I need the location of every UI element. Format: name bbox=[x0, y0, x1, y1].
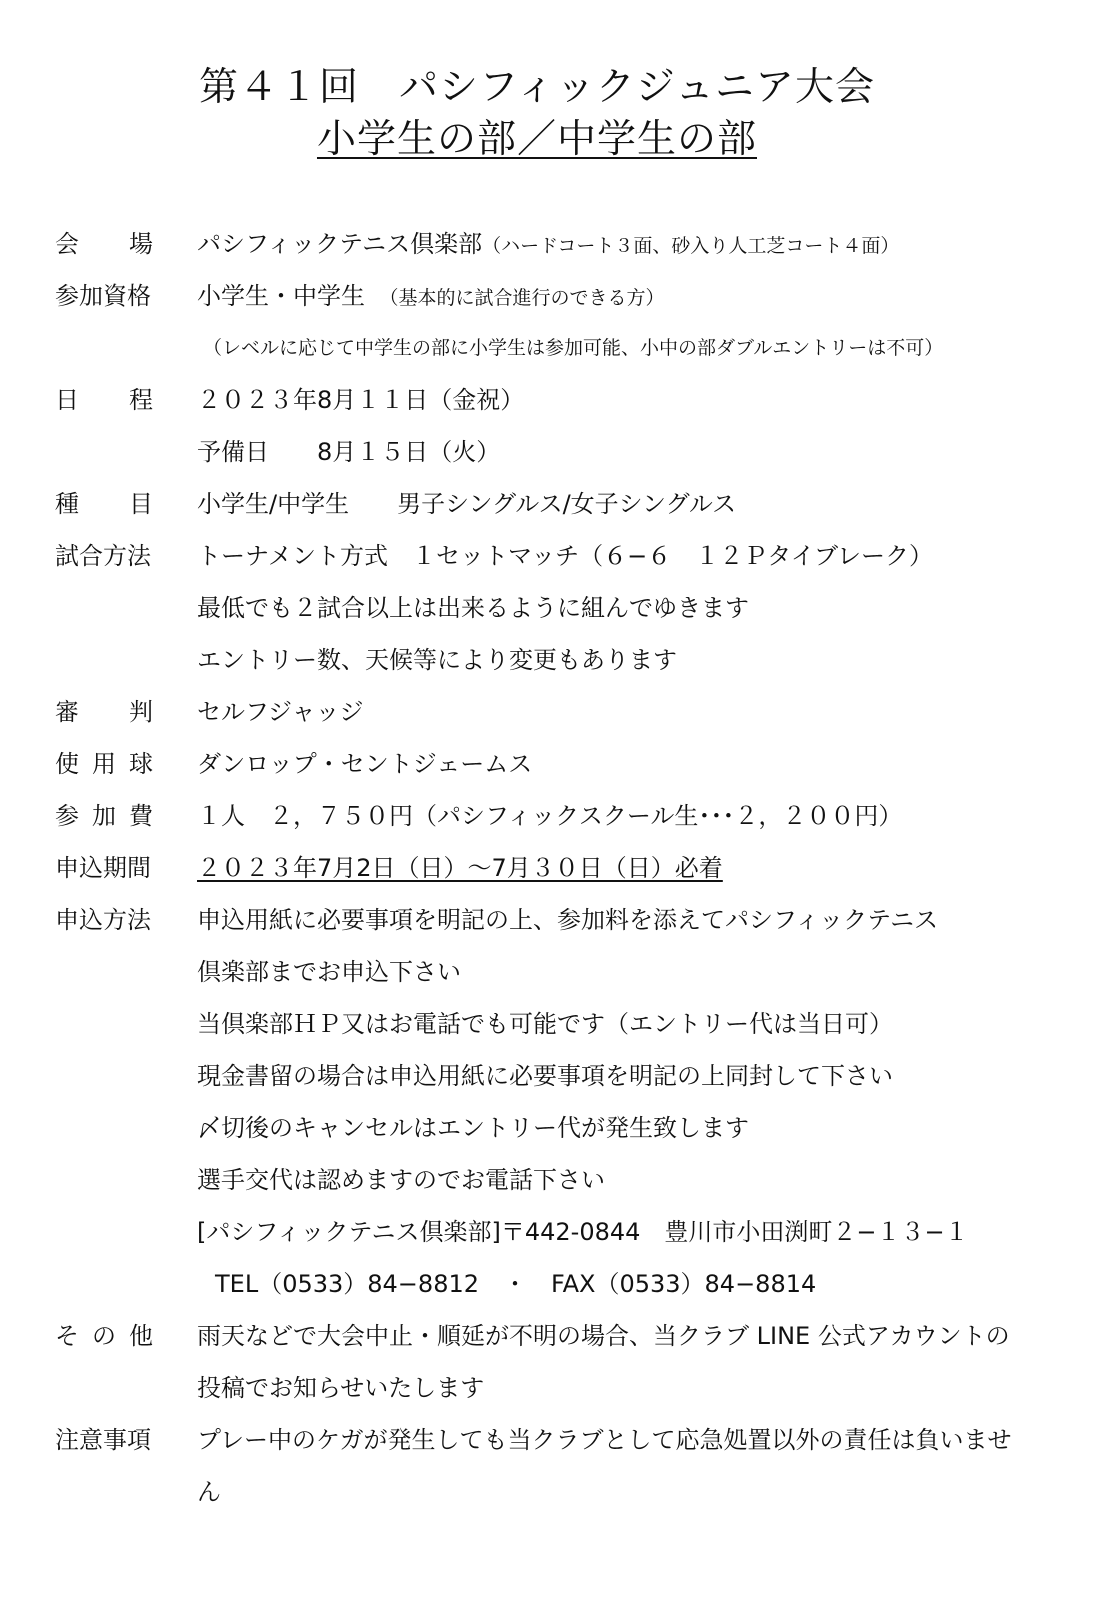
method-line-2: 倶楽部までお申込下さい bbox=[197, 958, 461, 986]
page-title: 第４１回 パシフィックジュニア大会 bbox=[198, 65, 876, 110]
method-line-3: 当倶楽部ＨＰ又はお電話でも可能です（エントリー代は当日可） bbox=[197, 1010, 893, 1038]
events-label: 種 目 bbox=[55, 490, 153, 518]
notes-label: 注意事項 bbox=[55, 1426, 151, 1454]
method-line-5: 〆切後のキャンセルはエントリー代が発生致します bbox=[197, 1114, 749, 1142]
referee-label: 審 判 bbox=[55, 698, 153, 726]
venue-note: （ハードコート３面、砂入り人工芝コート４面） bbox=[482, 235, 900, 257]
referee-value: セルフジャッジ bbox=[197, 698, 364, 726]
venue-value: パシフィックテニス倶楽部（ハードコート３面、砂入り人工芝コート４面） bbox=[197, 230, 900, 258]
page-subtitle: 小学生の部／中学生の部 bbox=[316, 117, 757, 162]
format-line-3: エントリー数、天候等により変更もあります bbox=[197, 646, 677, 674]
club-phone-fax: TEL（0533）84−8812 ・ FAX（0533）84−8814 bbox=[215, 1270, 817, 1298]
schedule-label: 日 程 bbox=[55, 386, 153, 414]
schedule-date: ２０２３年8月１１日（金祝） bbox=[197, 386, 525, 414]
method-label: 申込方法 bbox=[55, 906, 151, 934]
period-label: 申込期間 bbox=[55, 854, 151, 882]
ball-label: 使 用 球 bbox=[55, 750, 153, 778]
other-line-1: 雨天などで大会中止・順延が不明の場合、当クラブ LINE 公式アカウントの bbox=[197, 1322, 1010, 1350]
schedule-reserve: 予備日 8月１５日（火） bbox=[197, 438, 501, 466]
fee-value: １人 ２，７５０円（パシフィックスクール生･･･２，２００円） bbox=[197, 802, 903, 830]
ball-value: ダンロップ・セントジェームス bbox=[197, 750, 533, 778]
club-address: [パシフィックテニス倶楽部]〒442-0844 豊川市小田渕町２−１３−１ bbox=[197, 1218, 969, 1246]
notes-line-2: ん bbox=[197, 1478, 221, 1506]
venue-label: 会 場 bbox=[55, 230, 153, 258]
other-line-2: 投稿でお知らせいたします bbox=[197, 1374, 485, 1402]
method-line-6: 選手交代は認めますのでお電話下さい bbox=[197, 1166, 605, 1194]
period-value: ２０２３年7月2日（日）～7月３０日（日）必着 bbox=[197, 854, 723, 882]
events-value: 小学生/中学生 男子シングルス/女子シングルス bbox=[197, 490, 737, 518]
method-line-4: 現金書留の場合は申込用紙に必要事項を明記の上同封して下さい bbox=[197, 1062, 893, 1090]
eligibility-note: （基本的に試合進行のできる方） bbox=[389, 287, 665, 309]
notes-line-1: プレー中のケガが発生しても当クラブとして応急処置以外の責任は負いませ bbox=[197, 1426, 1012, 1454]
other-label: そ の 他 bbox=[55, 1322, 153, 1350]
format-label: 試合方法 bbox=[55, 542, 151, 570]
method-line-1: 申込用紙に必要事項を明記の上、参加料を添えてパシフィックテニス bbox=[197, 906, 939, 934]
eligibility-value: 小学生・中学生 （基本的に試合進行のできる方） bbox=[197, 282, 665, 310]
format-line-1: トーナメント方式 １セットマッチ（６−６ １２Ｐタイブレーク） bbox=[197, 542, 934, 570]
format-line-2: 最低でも２試合以上は出来るように組んでゆきます bbox=[197, 594, 749, 622]
eligibility-label: 参加資格 bbox=[55, 282, 151, 310]
eligibility-note-2: （レベルに応じて中学生の部に小学生は参加可能、小中の部ダブルエントリーは不可） bbox=[203, 337, 944, 359]
fee-label: 参 加 費 bbox=[55, 802, 153, 830]
